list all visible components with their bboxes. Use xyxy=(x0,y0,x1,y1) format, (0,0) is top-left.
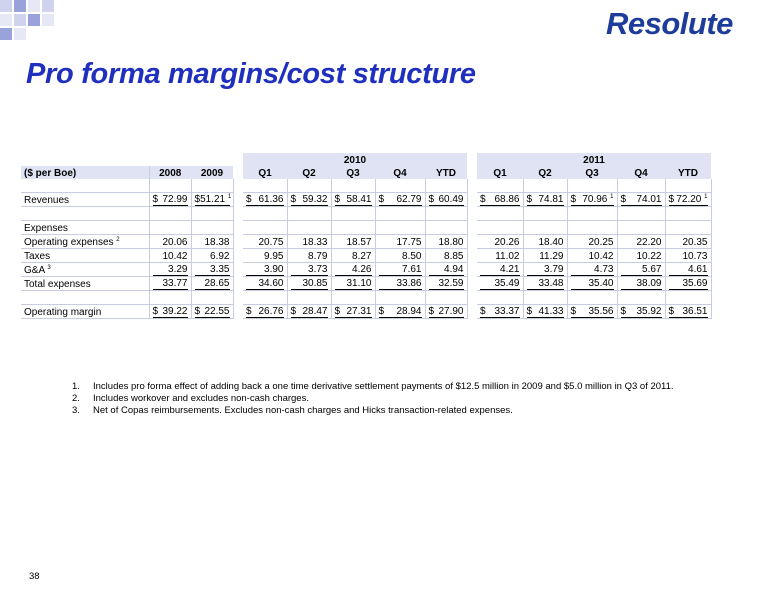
value-cell: $ 27.90 xyxy=(425,305,467,319)
footnote-mark: 3 xyxy=(47,265,51,271)
value-cell: 18.57 xyxy=(331,235,375,249)
taxes-row xyxy=(21,249,711,263)
col-header: Q2 xyxy=(523,166,567,179)
value-cell: 8.27 xyxy=(331,249,375,263)
value-cell: $ 41.33 xyxy=(523,305,567,319)
value-cell: 8.50 xyxy=(375,249,425,263)
col-header: Q3 xyxy=(331,166,375,179)
value-cell: 38.09 xyxy=(617,277,665,291)
value-cell: 33.77 xyxy=(149,277,191,291)
spacer-row xyxy=(21,291,711,305)
value-cell: 11.02 xyxy=(477,249,523,263)
value-cell: 34.60 xyxy=(243,277,287,291)
value-cell: 18.40 xyxy=(523,235,567,249)
footnote-mark: 1 xyxy=(610,194,614,200)
value-cell: $ 72.20 $^1$ xyxy=(665,193,711,207)
row-label: Taxes xyxy=(21,249,149,263)
opex-row xyxy=(21,235,711,249)
value-cell: $ 22.55 xyxy=(191,305,233,319)
value-cell: 18.38 xyxy=(191,235,233,249)
value-cell: 4.73 xyxy=(567,263,617,277)
col-header: Q4 xyxy=(617,166,665,179)
value-cell: 10.22 xyxy=(617,249,665,263)
row-label: Operating margin xyxy=(21,305,149,319)
col-header: Q1 xyxy=(477,166,523,179)
value-cell: 4.21 xyxy=(477,263,523,277)
value-cell: 10.73 xyxy=(665,249,711,263)
value-cell: 3.79 xyxy=(523,263,567,277)
expenses-heading-row xyxy=(21,221,711,235)
value-cell: $ 28.94 xyxy=(375,305,425,319)
value-cell: 8.85 xyxy=(425,249,467,263)
row-label: G&A $^3$ xyxy=(21,263,149,277)
row-label: Operating expenses $^2$ xyxy=(21,235,149,249)
value-cell: 3.29 xyxy=(149,263,191,277)
ga-row xyxy=(21,263,711,277)
footnote-mark: 1 xyxy=(227,194,232,200)
value-cell: $ 27.31 xyxy=(331,305,375,319)
value-cell: 10.42 xyxy=(149,249,191,263)
value-cell: $ 26.76 xyxy=(243,305,287,319)
unit-label: ($ per Boe) xyxy=(21,166,149,179)
column-header-row xyxy=(21,166,711,179)
value-cell: 5.67 xyxy=(617,263,665,277)
page-number: 38 xyxy=(29,571,40,582)
value-cell: $ 72.99 xyxy=(149,193,191,207)
col-header: Q4 xyxy=(375,166,425,179)
margins-table xyxy=(21,153,712,319)
corner-decoration xyxy=(0,0,70,50)
value-cell: 35.40 xyxy=(567,277,617,291)
value-cell: 31.10 xyxy=(331,277,375,291)
value-cell: $ 70.96 $^1$ xyxy=(567,193,617,207)
value-cell: 33.86 xyxy=(375,277,425,291)
value-cell: $ 62.79 xyxy=(375,193,425,207)
footnote-mark: 2 xyxy=(116,237,120,243)
value-cell: 7.61 xyxy=(375,263,425,277)
spacer-row xyxy=(21,207,711,221)
row-label: Expenses xyxy=(21,221,149,235)
footnote: 2. Includes workover and excludes non-cash charges. xyxy=(72,393,309,404)
value-cell: 9.95 xyxy=(243,249,287,263)
value-cell: 4.94 xyxy=(425,263,467,277)
value-cell: $ 60.49 xyxy=(425,193,467,207)
value-cell: 20.35 xyxy=(665,235,711,249)
col-header: Q2 xyxy=(287,166,331,179)
col-header: Q1 xyxy=(243,166,287,179)
value-cell: 10.42 xyxy=(567,249,617,263)
value-cell: 3.90 xyxy=(243,263,287,277)
value-cell: 4.61 xyxy=(665,263,711,277)
value-cell: 32.59 xyxy=(425,277,467,291)
total-expenses-row xyxy=(21,277,711,291)
value-cell: 4.26 xyxy=(331,263,375,277)
value-cell: $ 61.36 xyxy=(243,193,287,207)
value-cell: 6.92 xyxy=(191,249,233,263)
value-cell: 28.65 xyxy=(191,277,233,291)
value-cell: $ 74.81 xyxy=(523,193,567,207)
value-cell: 3.35 xyxy=(191,263,233,277)
value-cell: 20.75 xyxy=(243,235,287,249)
group-2011: 2011 xyxy=(477,153,711,166)
value-cell: $ 51.21 $^1$ xyxy=(191,193,233,207)
row-label: Total expenses xyxy=(21,277,149,291)
value-cell: 33.48 xyxy=(523,277,567,291)
value-cell: 22.20 xyxy=(617,235,665,249)
group-2010: 2010 xyxy=(243,153,467,166)
value-cell: 11.29 xyxy=(523,249,567,263)
value-cell: $ 68.86 xyxy=(477,193,523,207)
footnotes xyxy=(72,381,674,417)
value-cell: $ 58.41 xyxy=(331,193,375,207)
col-header: YTD xyxy=(425,166,467,179)
spacer-row xyxy=(21,179,711,193)
value-cell: 3.73 xyxy=(287,263,331,277)
value-cell: $ 28.47 xyxy=(287,305,331,319)
resolute-logo: Resolute xyxy=(606,6,733,41)
value-cell: 8.79 xyxy=(287,249,331,263)
value-cell: $ 36.51 xyxy=(665,305,711,319)
value-cell: 35.49 xyxy=(477,277,523,291)
page-title: Pro forma margins/cost structure xyxy=(26,58,476,90)
col-header: 2008 xyxy=(149,166,191,179)
value-cell: $ 35.56 xyxy=(567,305,617,319)
value-cell: $ 74.01 xyxy=(617,193,665,207)
year-group-header xyxy=(21,153,711,166)
value-cell: 20.06 xyxy=(149,235,191,249)
value-cell: 17.75 xyxy=(375,235,425,249)
col-header: YTD xyxy=(665,166,711,179)
row-label: Revenues xyxy=(21,193,149,207)
col-header: 2009 xyxy=(191,166,233,179)
value-cell: 18.33 xyxy=(287,235,331,249)
value-cell: 18.80 xyxy=(425,235,467,249)
value-cell: $ 59.32 xyxy=(287,193,331,207)
footnote: 3. Net of Copas reimbursements. Excludes non-cash charges and Hicks transaction-related expenses. xyxy=(72,405,513,416)
value-cell: 35.69 xyxy=(665,277,711,291)
revenues-row xyxy=(21,193,711,207)
value-cell: $ 39.22 xyxy=(149,305,191,319)
value-cell: 30.85 xyxy=(287,277,331,291)
value-cell: $ 33.37 xyxy=(477,305,523,319)
footnote: 1. Includes pro forma effect of adding back a one time derivative settlement payments of $12.5 million in 2009 and $5.0 million in Q3 of 2011. xyxy=(72,381,674,392)
operating-margin-row xyxy=(21,305,711,319)
value-cell: 20.26 xyxy=(477,235,523,249)
value-cell: 20.25 xyxy=(567,235,617,249)
col-header: Q3 xyxy=(567,166,617,179)
value-cell: $ 35.92 xyxy=(617,305,665,319)
footnote-mark: 1 xyxy=(704,194,708,200)
